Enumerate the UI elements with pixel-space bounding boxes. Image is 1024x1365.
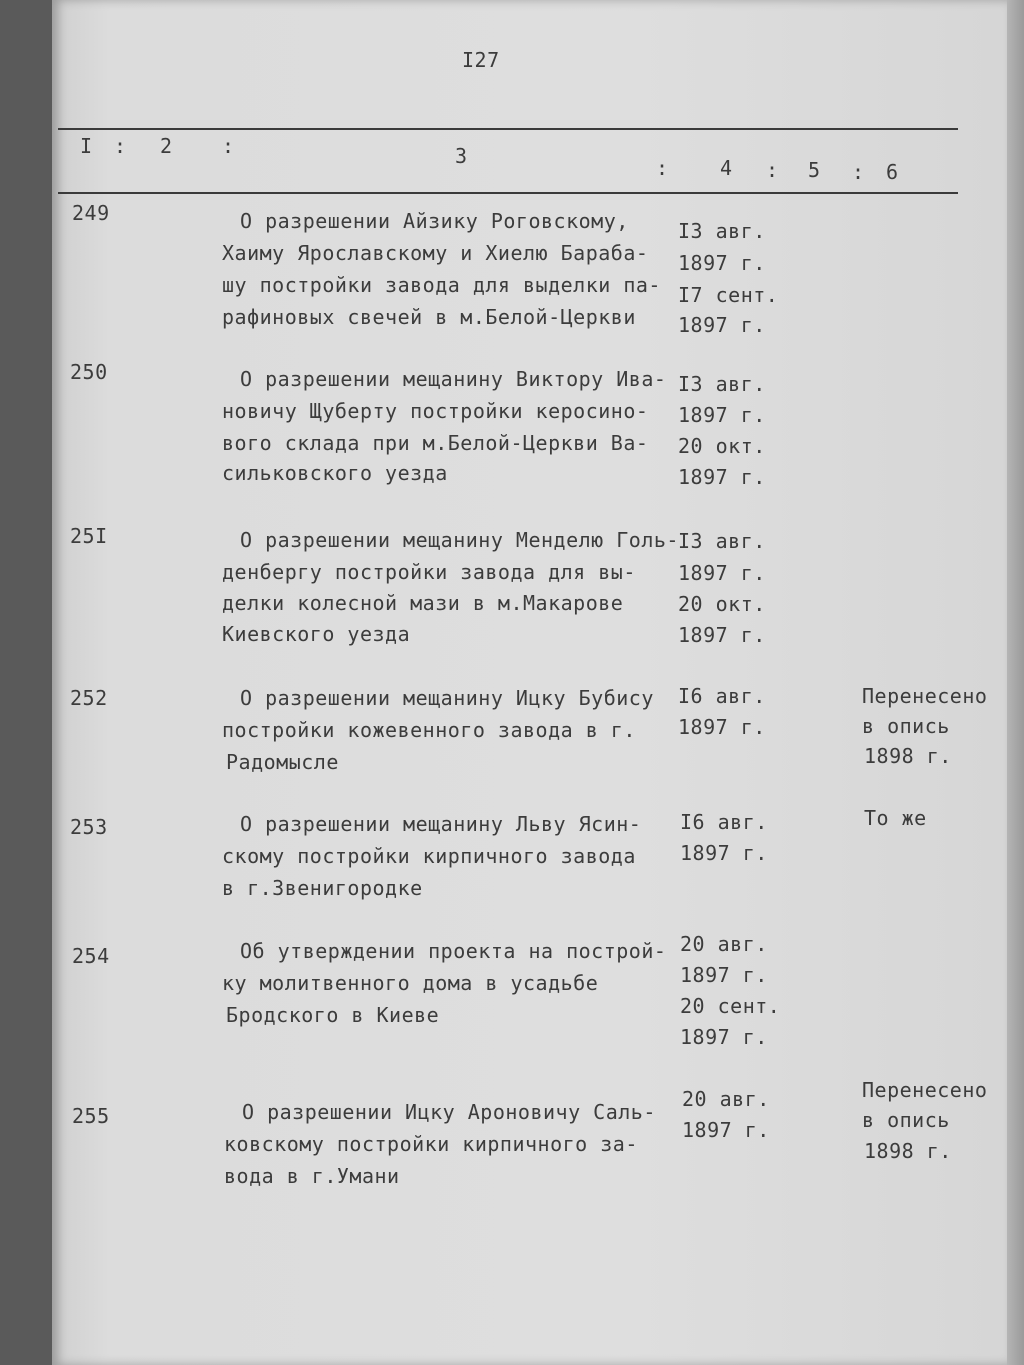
entry-title-line: ку молитвенного дома в усадьбе (222, 971, 599, 995)
col-1-header: I (80, 134, 93, 158)
entry-title-line: О разрешении мещанину Виктору Ива- (240, 367, 667, 391)
col-3-header: 3 (455, 144, 468, 168)
entry-date: 1897 г. (678, 403, 766, 427)
entry-date: 1897 г. (678, 623, 766, 647)
entry-title-line: постройки кожевенного завода в г. (222, 718, 636, 742)
entry-title-line: вода в г.Умани (224, 1164, 400, 1188)
entry-date: 1897 г. (678, 251, 766, 275)
entry-title-line: О разрешении Ицку Ароновичу Саль- (242, 1100, 656, 1124)
entry-title-line: сильковского уезда (222, 461, 448, 485)
col-5-header: 5 (808, 158, 821, 182)
entry-number: 254 (72, 944, 110, 968)
entry-date: I3 авг. (678, 529, 766, 553)
entry-date: 20 окт. (678, 434, 766, 458)
entry-date: I6 авг. (678, 684, 766, 708)
entry-date: 1897 г. (682, 1118, 770, 1142)
col-separator: : (114, 134, 127, 158)
entry-date: 1897 г. (678, 715, 766, 739)
entry-title-line: О разрешении мещанину Ицку Бубису (240, 686, 654, 710)
entry-number: 250 (70, 360, 108, 384)
entry-title-line: вого склада при м.Белой-Церкви Ва- (222, 431, 649, 455)
entry-number: 253 (70, 815, 108, 839)
entry-title-line: делки колесной мази в м.Макарове (222, 591, 624, 615)
col-separator: : (766, 158, 779, 182)
entry-date: 20 авг. (680, 932, 768, 956)
col-separator: : (222, 134, 235, 158)
entry-note: То же (864, 806, 927, 830)
entry-date: I6 авг. (680, 810, 768, 834)
entry-title-line: Киевского уезда (222, 622, 411, 646)
entry-date: 20 окт. (678, 592, 766, 616)
entry-title-line: Хаиму Ярославскому и Хиелю Бараба- (222, 241, 649, 265)
col-2-header: 2 (160, 134, 173, 158)
entry-date: 1897 г. (678, 313, 766, 337)
entry-number: 252 (70, 686, 108, 710)
entry-note: в опись (862, 714, 950, 738)
entry-title-line: О разрешении мещанину Менделю Голь- (240, 528, 679, 552)
entry-title-line: Об утверждении проекта на построй- (240, 939, 667, 963)
entry-date: 1897 г. (680, 841, 768, 865)
entry-title-line: О разрешении Айзику Роговскому, (240, 209, 629, 233)
entry-date: I7 сент. (678, 283, 779, 307)
entry-date: 1897 г. (678, 465, 766, 489)
entry-title-line: в г.Звенигородке (222, 876, 423, 900)
entry-date: I3 авг. (678, 219, 766, 243)
entry-date: 1897 г. (680, 1025, 768, 1049)
entry-date: I3 авг. (678, 372, 766, 396)
entry-title-line: ковскому постройки кирпичного за- (224, 1132, 638, 1156)
entry-title-line: новичу Щуберту постройки керосино- (222, 399, 649, 423)
entry-title-line: рафиновых свечей в м.Белой-Церкви (222, 305, 636, 329)
entry-date: 1897 г. (680, 963, 768, 987)
entry-date: 20 авг. (682, 1087, 770, 1111)
entry-note: в опись (862, 1108, 950, 1132)
entry-date: 20 сент. (680, 994, 781, 1018)
entry-number: 255 (72, 1104, 110, 1128)
entry-title-line: шу постройки завода для выделки па- (222, 273, 661, 297)
entry-date: 1897 г. (678, 561, 766, 585)
entry-title-line: О разрешении мещанину Льву Ясин- (240, 812, 642, 836)
entry-title-line: Радомысле (226, 750, 339, 774)
page-number: I27 (462, 48, 500, 72)
entry-note: Перенесено (862, 684, 988, 708)
entry-number: 25I (70, 524, 108, 548)
entry-note: 1898 г. (864, 744, 952, 768)
col-separator: : (656, 156, 669, 180)
page-edge (1007, 0, 1024, 1365)
entry-title-line: Бродского в Киеве (226, 1003, 440, 1027)
col-4-header: 4 (720, 156, 733, 180)
col-separator: : (852, 160, 865, 184)
entry-title-line: денбергу постройки завода для вы- (222, 560, 636, 584)
header-rule-bottom (58, 192, 958, 194)
entry-number: 249 (72, 201, 110, 225)
entry-note: Перенесено (862, 1078, 988, 1102)
entry-title-line: скому постройки кирпичного завода (222, 844, 636, 868)
header-rule-top (58, 128, 958, 130)
entry-note: 1898 г. (864, 1139, 952, 1163)
col-6-header: 6 (886, 160, 899, 184)
